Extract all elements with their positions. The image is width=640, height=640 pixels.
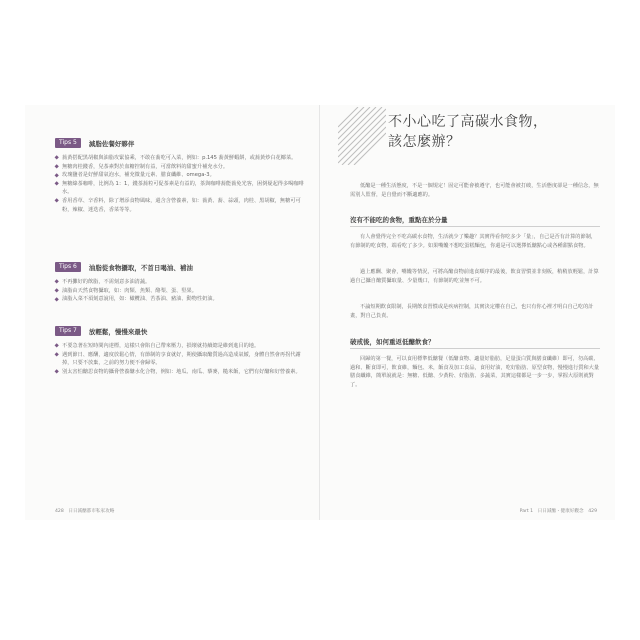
tip-7-list [55,342,305,376]
tip-badge: Tips 7 [55,326,81,336]
section-divider [350,348,600,349]
list-item: 油脂由天然食物攝取，如：肉類、魚類、酪梨、蛋、堅果。 [55,287,305,296]
list-item: 油脂入菜不須刻意說用，如：橄欖油、苦茶油、豬油、動物性奶油。 [55,295,305,304]
tip-badge: Tips 5 [55,138,81,148]
tip-title: 減脂佐餐好夥伴 [88,139,135,148]
tip-badge: Tips 6 [55,262,81,272]
list-item: 無糖綠茶咖啡，比例為 1：1，錢茶蕎粒可促茶素是有益的，茶與咖啡蕎能蕎免光客，困倒疑起得多喝咖啡水。 [55,180,305,197]
paragraph: 過上應酬、聚會，嘴饞等情況，可將高醣食物前進食順序的最後，飲食習慣並非刻板，稍稍放輕鬆，計算過自己攝自醣質攝取量、少量幾口，有節制的吃並無不可。 [350,269,599,284]
tip-5-heading [55,138,134,148]
tip-title: 油脂從食物攝取，不首日喝油、補油 [88,263,193,272]
tip-6-list [55,278,305,304]
tip-7-heading [55,326,147,336]
list-item: 玫瑰鹽者是好鮮甜氣泡水，補充微量元素、膳食纖維、omega-3。 [55,171,305,180]
list-item: 蕎黃搭配黑胡椒與油脂攻緊協乘，不敢在蕎吃可入菜，例如：p.145 蕎黃鮮蝦餅，或蕎黃炒白花椰菜。 [55,154,305,163]
section-heading-portion: 沒有不能吃的食物，重點在於分量 [350,216,448,224]
section-heading-relapse: 破戒後，如何重返低醣飲食？ [350,338,435,346]
list-item: 不再攤好的飲脂，不需刻意多油清蔬。 [55,278,305,287]
paragraph: 回歸的第一餐，可以食用標準低醣餐（低醣食物、適量好脂肪，足量蛋白質與膳食纖維）即可，勿高碳、過和、斷食即可，飲食維，麵包、米，飯食及加工食品，食用好油，吃好脂肪、原型食物，慢慢進行質和大量膳食纖維，簡單說就是：無糖、低醣、少黃粉、好脂肪、多蔬菜，其實這樣都是一步一步，掌握大原則就對了。 [350,356,600,388]
tip-title: 放輕鬆，慢慢來最快 [88,327,148,336]
section-divider [350,226,600,227]
book-spread [25,105,615,520]
list-item: 別太害怕醣思食物的攝脅營養醣水化合物，例如：地瓜、南瓜、藜麥，糙米飯，它們有好醣和好營養素。 [55,368,305,377]
chapter-title-line-2: 該怎麼辦？ [388,134,461,150]
right-page [320,105,615,520]
paragraph: 有人會覺得完全不吃高碳水食物，生活就少了樂趣？其實得看你吃多少「量」，自己是否有計算的節制，有節制的吃食物，端看吃了多少。如果嘴饞不想吃蛋糕麵包，你還是可以選擇低醣點心或各種甜點食物。 [350,234,597,249]
page-number-left: 428 日日減醣都市私家攻略 [55,509,115,514]
list-item: 香用香草、辛香料，除了增添食物風味，還含含營養素，如：蕎黃、蕎、蒜頭，肉桂、黑胡椒，無糖可可粉，辣椒、迷迭香，香菜等等。 [55,197,305,214]
tip-6-heading [55,262,193,272]
list-item: 無糖肉桂錢香，兒茶素對於血糖控制有益，可當飲料的甜蜜升補充水分。 [55,163,305,172]
page-number-right: Part 1 日日減醣・健康好觀念 429 [519,509,597,514]
diagonal-stripes-decoration [338,107,386,165]
tip-5-list [55,154,305,214]
list-item: 遇到節日、應酬，適度放鬆心情，有節制的享食就好，期使攝取醣質過高造成氣餒，身體自然會再拐代謝掉，只要不放棄，之前的努力便不會歸零。 [55,351,305,368]
lead-paragraph: 低醣是一種生活態度，不是一個規定！固定可能會被遵守，也可能會被打破，生活態度卻是一種信念，無需別人監督，是自覺而不斷適應的。 [350,183,599,198]
left-page [25,105,319,520]
chapter-title-line-1: 不小心吃了高碳水食物， [388,114,548,130]
book-gutter [319,105,320,520]
list-item: 不要急著在短時間內達標，這樣只會陷自己帶來壓力，損壞就持續總是維到進目的地。 [55,342,305,351]
paragraph: 不論短期飲食限制，長期飲食習慣或是疾病控制，其實決定權在自己，也只有你心裡才明白自己吃的計畫，對自己負責。 [350,304,594,319]
chapter-title [388,112,548,152]
